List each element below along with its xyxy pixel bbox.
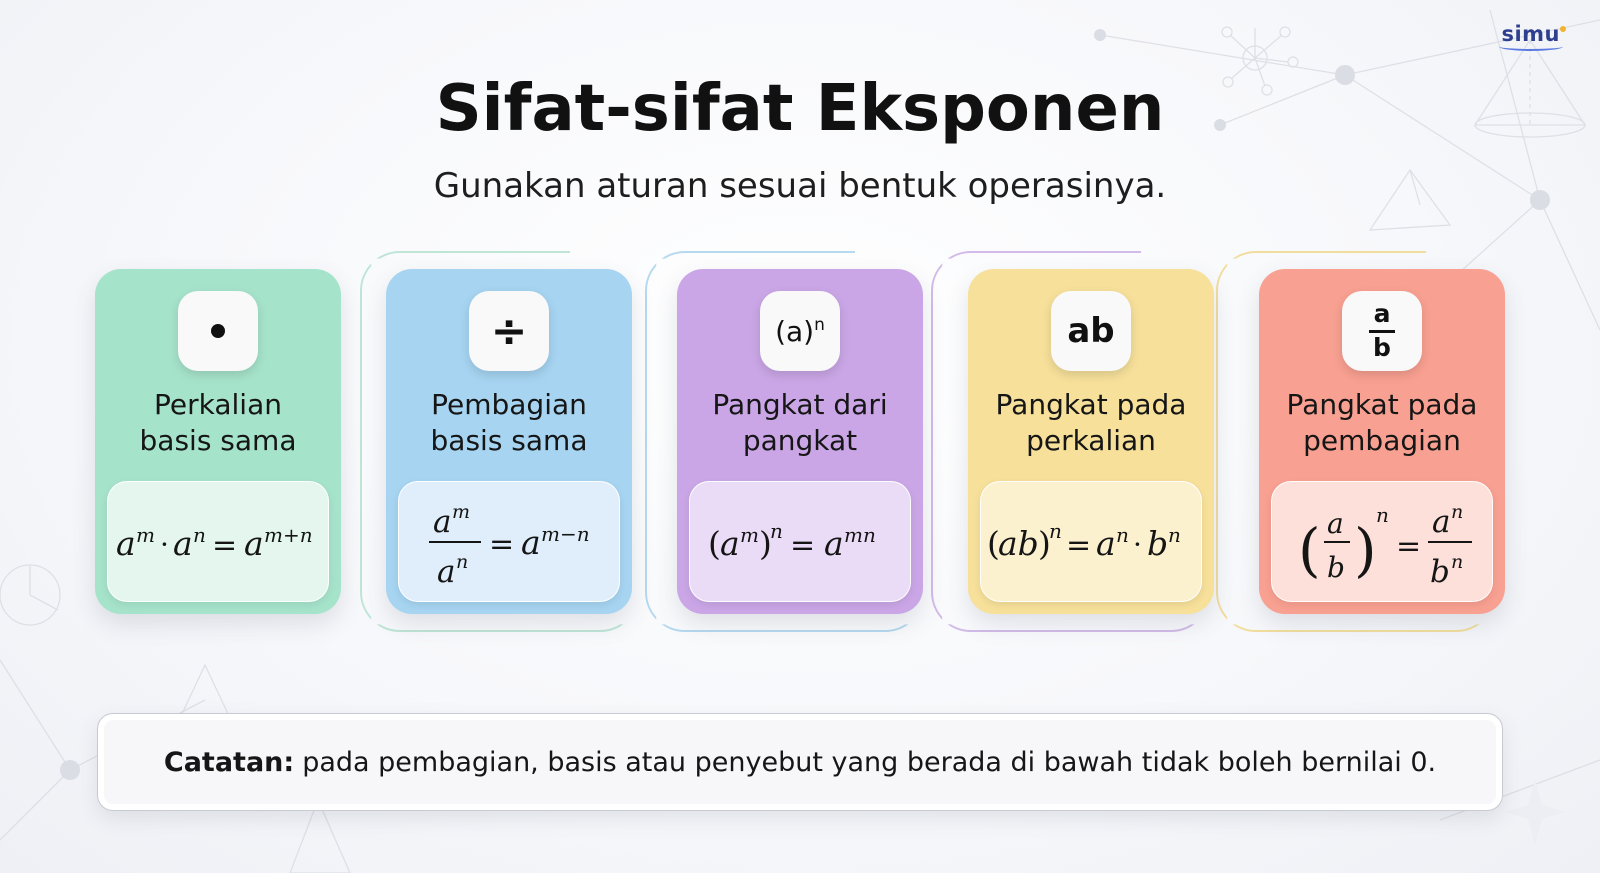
svg-text:(: ( — [987, 524, 1000, 563]
svg-text:m+n: m+n — [264, 523, 313, 547]
card-label: Pangkat pada pembagian — [1286, 388, 1478, 457]
svg-text:·: · — [160, 528, 169, 561]
svg-text:m: m — [740, 523, 759, 547]
svg-text:=: = — [1396, 529, 1422, 564]
product-icon: ab — [1051, 291, 1131, 371]
card-label: Pangkat dari pangkat — [712, 388, 888, 457]
rule-card-power-of-quotient — [1259, 269, 1505, 614]
page-title: Sifat-sifat Eksponen — [435, 72, 1165, 146]
page-subtitle: Gunakan aturan sesuai bentuk operasinya. — [433, 166, 1167, 206]
svg-text:a: a — [433, 504, 452, 540]
svg-text:n: n — [770, 519, 783, 543]
svg-text:a: a — [521, 523, 541, 562]
rule-card-multiplication — [95, 269, 341, 614]
svg-text:): ) — [1354, 516, 1377, 584]
card-label: Pangkat pada perkalian — [995, 388, 1187, 457]
card-label: Pembagian basis sama — [430, 388, 588, 457]
svg-text:n: n — [1451, 551, 1464, 573]
svg-text:=: = — [212, 528, 238, 563]
svg-text:a: a — [1432, 504, 1451, 540]
svg-text:m−n: m−n — [541, 522, 590, 546]
svg-text:n: n — [456, 551, 469, 573]
svg-text:a: a — [173, 524, 193, 563]
svg-text:): ) — [759, 524, 772, 563]
svg-text:ab: ab — [998, 524, 1039, 563]
svg-text:a: a — [244, 524, 264, 563]
formula-power-of-quotient — [1271, 481, 1493, 602]
svg-text:mn: mn — [844, 523, 876, 547]
note-text: pada pembagian, basis atau penyebut yang berada di bawah tidak boleh bernilai 0. — [302, 746, 1437, 778]
formula-power-of-product — [980, 481, 1202, 602]
svg-text:(: ( — [1298, 516, 1321, 584]
rule-card-division — [386, 269, 632, 614]
formula-power-of-power — [689, 481, 911, 602]
svg-text:n: n — [1376, 503, 1389, 527]
svg-text:a: a — [437, 554, 456, 590]
svg-text:=: = — [1066, 528, 1092, 563]
svg-text:·: · — [1133, 528, 1142, 561]
note-prefix: Catatan: — [163, 746, 295, 778]
formula-multiplication — [107, 481, 329, 602]
formula-division — [398, 481, 620, 602]
svg-text:n: n — [1049, 519, 1062, 543]
power-of-power-icon: (a) $^n$ — [760, 291, 840, 371]
multiply-dot-icon — [178, 291, 258, 371]
note-box — [97, 713, 1503, 811]
svg-text:n: n — [193, 523, 206, 547]
svg-text:(: ( — [708, 524, 721, 563]
card-label: Perkalian basis sama — [139, 388, 297, 457]
svg-text:b: b — [1430, 554, 1450, 590]
svg-text:a: a — [720, 524, 740, 563]
rule-card-power-of-power — [677, 269, 923, 614]
svg-text:b: b — [1147, 524, 1169, 563]
rule-card-power-of-product — [968, 269, 1214, 614]
svg-text:=: = — [489, 527, 515, 562]
svg-text:): ) — [1038, 524, 1051, 563]
simu-logo: simu — [1501, 22, 1560, 46]
svg-text:a: a — [116, 524, 136, 563]
svg-text:b: b — [1327, 551, 1345, 584]
svg-text:a: a — [824, 524, 844, 563]
svg-text:n: n — [1451, 501, 1464, 523]
svg-text:m: m — [136, 523, 155, 547]
svg-text:n: n — [1116, 523, 1129, 547]
fraction-icon: $\frac{a}{b}$ — [1342, 291, 1422, 371]
svg-text:a: a — [1327, 507, 1344, 540]
svg-text:a: a — [1096, 524, 1116, 563]
svg-text:n: n — [1168, 523, 1181, 547]
svg-text:m: m — [452, 501, 471, 523]
divide-icon: ÷ — [469, 291, 549, 371]
svg-text:=: = — [790, 528, 816, 563]
